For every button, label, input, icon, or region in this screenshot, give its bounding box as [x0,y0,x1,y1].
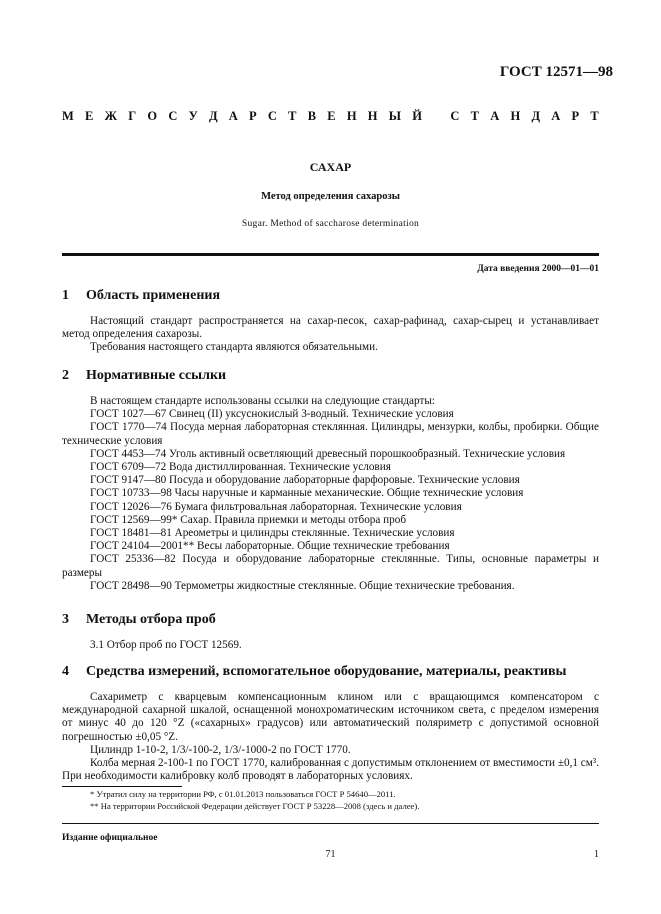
paragraph: Цилиндр 1-10-2, 1/3/-100-2, 1/3/-1000-2 по ГОСТ 1770. [90,743,351,756]
reference-item: ГОСТ 10733—98 Часы наручные и карманные механические. Общие технические условия [90,487,524,500]
banner-letter: Й [412,109,422,123]
banner-letter: У [188,109,198,123]
footer-divider [62,823,599,824]
banner-letter: А [228,109,238,123]
footnote: ** На территории Российской Федерации действует ГОСТ Р 53228—2008 (здесь и далее). [90,801,420,811]
reference-item: ГОСТ 25336—82 Посуда и оборудование лабораторные стеклянные. Типы, основные параметры и размеры [62,553,599,579]
banner-letter: Д [531,109,541,123]
paragraph: Настоящий стандарт распространяется на сахар-песок, сахар-рафинад, сахар-сырец и устанавливает метод определения сахарозы. [62,315,599,341]
banner-letter: Р [249,109,257,123]
section-1 [62,288,599,355]
section-heading: 3 Методы отбора проб [62,612,216,627]
page-number: 71 [325,849,336,860]
footnote-separator [62,786,182,787]
paragraph: В настоящем стандарте использованы ссылки на следующие стандарты: [90,395,435,407]
section-4 [62,664,599,783]
banner-letter: Е [85,109,94,123]
document-subtitle: Метод определения сахарозы [261,191,400,202]
banner-letter: Н [367,109,378,123]
title-divider [62,253,599,256]
banner-letter: С [168,109,178,123]
banner-letter: Т [288,109,297,123]
standard-number: ГОСТ 12571—98 [499,64,613,80]
section-heading: 1 Область применения [62,288,221,303]
banner-letter: А [551,109,561,123]
reference-item: ГОСТ 9147—80 Посуда и оборудование лабораторные фарфоровые. Технические условия [90,474,520,487]
paragraph: Требования настоящего стандарта являются обязательными. [90,341,378,354]
banner-letter: Н [510,109,521,123]
paragraph: Сахариметр с кварцевым компенсационным клином или с вращающимся компенсатором с международной сахарной шкалой, оснащенной монохроматическим источником света, с пределом измерения от минус 40 до 120 °Z («сахарных» градусов) или автоматический поляриметр с допустимой основной погрешностью ±0,05 °Z. [62,691,599,743]
banner-letter: Т [470,109,480,123]
section-3 [62,612,599,652]
banner-letter: В [307,109,317,123]
banner-letter: А [490,109,500,123]
banner-letter: С [450,109,460,123]
reference-item: ГОСТ 4453—74 Уголь активный осветляющий древесный порошкообразный. Технические условия [90,447,566,460]
reference-item: ГОСТ 18481—81 Ареометры и цилиндры стеклянные. Технические условия [90,527,455,540]
banner-letter [433,109,439,124]
footnote: * Утратил силу на территории РФ, с 01.01.2013 пользоваться ГОСТ Р 54640—2011. [90,789,396,799]
paragraph: Колба мерная 2-100-1 по ГОСТ 1770, калиброванная с допустимым отклонением от вместимости ±0,1 см³. При необходимости калибровку колб проводят в лабораторных условиях. [62,757,599,783]
banner-letter: О [147,109,158,123]
reference-item: ГОСТ 28498—90 Термометры жидкостные стеклянные. Общие технические требования. [90,579,515,592]
interstate-standard-banner [62,109,599,124]
paragraph: 3.1 Отбор проб по ГОСТ 12569. [90,639,242,651]
document-title: САХАР [309,160,352,174]
banner-letter: Т [590,109,599,123]
sheet-number: 1 [594,849,599,860]
reference-item: ГОСТ 12569—99* Сахар. Правила приемки и методы отбора проб [90,513,407,526]
section-2 [62,368,599,593]
reference-item: ГОСТ 1027—67 Свинец (II) уксуснокислый 3-водный. Технические условия [90,408,454,421]
banner-letter: Г [128,109,137,123]
banner-letter: Ы [388,109,402,123]
english-title: Sugar. Method of saccharose determination [241,219,420,229]
banner-letter: Ж [104,109,117,123]
banner-letter: Н [346,109,357,123]
section-heading: 4 Средства измерений, вспомогательное оборудование, материалы, реактивы [62,664,567,679]
banner-letter: М [62,109,74,123]
banner-letter: Д [208,109,218,123]
banner-letter: Р [571,109,580,123]
section-heading: 2 Нормативные ссылки [62,368,227,383]
reference-item: ГОСТ 6709—72 Вода дистиллированная. Технические условия [90,461,391,474]
reference-item: ГОСТ 12026—76 Бумага фильтровальная лабораторная. Технические условия [90,500,462,513]
reference-item: ГОСТ 1770—74 Посуда мерная лабораторная стеклянная. Цилиндры, мензурки, колбы, пробирки. Общие технические условия [62,421,599,447]
introduction-date: Дата введения 2000—01—01 [477,264,599,274]
banner-letter: С [267,109,277,123]
banner-letter: Е [327,109,336,123]
reference-item: ГОСТ 24104—2001** Весы лабораторные. Общие технические требования [90,540,450,553]
official-edition-label: Издание официальное [62,833,158,843]
